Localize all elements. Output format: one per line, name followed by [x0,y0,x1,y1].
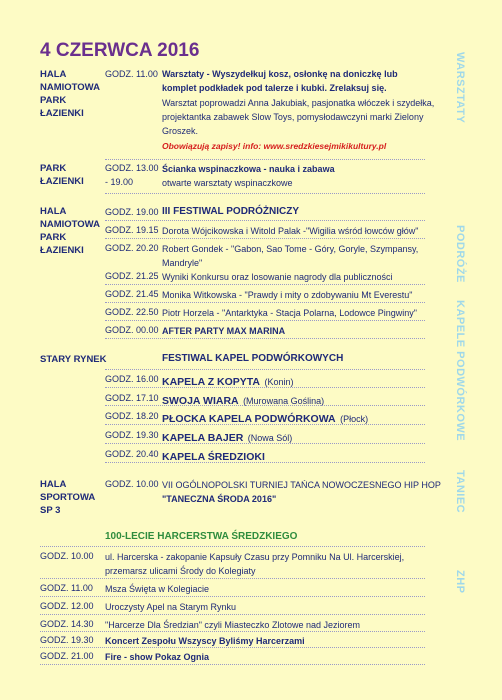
event-text: Warsztaty - Wyszydełkuj kosz, osłonkę na doniczkę lub [162,69,398,79]
time: GODZ. 22.50 [105,307,159,317]
event-text: "Harcerze Dla Średzian" czyli Miasteczko Zlotowe nad Jeziorem [105,620,360,630]
event-text: Uroczysty Apel na Starym Rynku [105,602,237,612]
venue-hala-namiotowa: HALA NAMIOTOWA PARK ŁAZIENKI [40,69,100,119]
band-place: (Murowana Goślina) [243,396,325,406]
registration-note: Obowiązują zapisy! info: www.sredzkiesejmikikultury.pl [162,141,387,151]
time: GODZ. 17.10 [105,393,159,403]
venue-stary-rynek: STARY RYNEK [40,354,107,365]
venue-park-lazienki: PARK ŁAZIENKI [40,163,84,187]
event-text: Msza Święta w Kolegiacie [105,584,210,594]
band-name: KAPELA ŚREDZIOKI [162,451,265,463]
band-place: (Nowa Sól) [247,433,293,443]
event-text: Fire - show Pokaz Ognia [105,652,210,662]
time: GODZ. 10.00 [105,479,159,489]
time: GODZ. 19.30 [105,430,159,440]
time: GODZ. 11.00 [40,583,93,593]
time: GODZ. 20.40 [105,449,159,459]
venue-hala-namiotowa: HALA NAMIOTOWA PARK ŁAZIENKI [40,206,100,256]
band-row [162,391,324,409]
band-name: SWOJA WIARA [162,395,239,407]
side-label-kapele: KAPELE PODWÓRKOWE [454,300,466,442]
time: GODZ. 21.45 [105,289,159,299]
page-title: 4 CZERWCA 2016 [40,40,200,61]
side-label-warsztaty: WARSZTATY [454,52,466,124]
event-text: Groszek. [162,126,199,136]
section-header: FESTIWAL KAPEL PODWÓRKOWYCH [162,353,344,364]
event-text: VII OGÓLNOPOLSKI TURNIEJ TAŃCA NOWOCZESNEGO HIP HOP [162,480,441,490]
event-text: Robert Gondek - "Gabon, Sao Tome - Góry, Goryle, Szympansy, [162,244,419,254]
event-text: Warsztat poprowadzi Anna Jakubiak, pasjonatka włóczek i szydełka, [162,98,435,108]
time: GODZ. 21.00 [40,651,94,661]
event-text: Ścianka wspinaczkowa - nauka i zabawa [162,164,335,174]
time: GODZ. 14.30 [40,619,94,629]
band-name: KAPELA BAJER [162,432,244,444]
event-text: Dorota Wójcikowska i Witold Palak -"Wigilia wśród łowców głów" [162,226,419,236]
band-place: (Płock) [340,414,369,424]
event-text: Mandryle" [162,258,203,268]
event-text: otwarte warsztaty wspinaczkowe [162,178,293,188]
time: GODZ. 11.00 [105,69,158,79]
time: GODZ. 21.25 [105,271,159,281]
section-header: 100-LECIE HARCERSTWA ŚREDZKIEGO [105,531,298,542]
side-label-zhp: ZHP [454,570,466,594]
event-text: komplet podkładek pod talerze i kubki. Zrelaksuj się. [162,83,387,93]
event-text: Piotr Horzela - "Antarktyka - Stacja Polarna, Lodowce Pingwiny" [162,308,418,318]
time: GODZ. 12.00 [40,601,94,611]
band-name: KAPELA Z KOPYTA [162,376,261,388]
time: GODZ. 16.00 [105,374,159,384]
time: GODZ. 00.00 [105,325,159,335]
time: GODZ. 18.20 [105,411,159,421]
event-text: projektantka zabawek Slow Toys, pomysłodawczyni marki Zielony [162,112,424,122]
event-text: Monika Witkowska - "Prawdy i mity o zdobywaniu Mt Everestu" [162,290,413,300]
event-text: ul. Harcerska - zakopanie Kapsuły Czasu przy Pomniku Na Ul. Harcerskiej, [105,552,405,562]
time: GODZ. 19.30 [40,635,94,645]
side-label-podroze: PODRÓŻE [454,225,466,283]
band-name: PŁOCKA KAPELA PODWÓRKOWA [162,413,336,425]
time: GODZ. 19.15 [105,225,159,235]
side-label-taniec: TANIEC [454,470,466,514]
event-text: przemarsz ulicami Środy do Kolegiaty [105,566,256,576]
time: GODZ. 10.00 [40,551,94,561]
event-text: Wyniki Konkursu oraz losowanie nagrody dla publiczności [162,272,393,282]
event-text: III FESTIWAL PODRÓŻNICZY [162,206,300,217]
time: GODZ. 20.20 [105,243,159,253]
venue-hala-sportowa: HALA SPORTOWA SP 3 [40,479,95,516]
event-text: AFTER PARTY MAX MARINA [162,326,286,336]
time: - 19.00 [105,177,134,187]
event-text: Koncert Zespołu Wszyscy Byliśmy Harcerzami [105,636,305,646]
time: GODZ. 13.00 [105,163,159,173]
band-place: (Konin) [264,377,294,387]
event-text: "TANECZNA ŚRODA 2016" [162,494,277,504]
time: GODZ. 19.00 [105,207,159,217]
